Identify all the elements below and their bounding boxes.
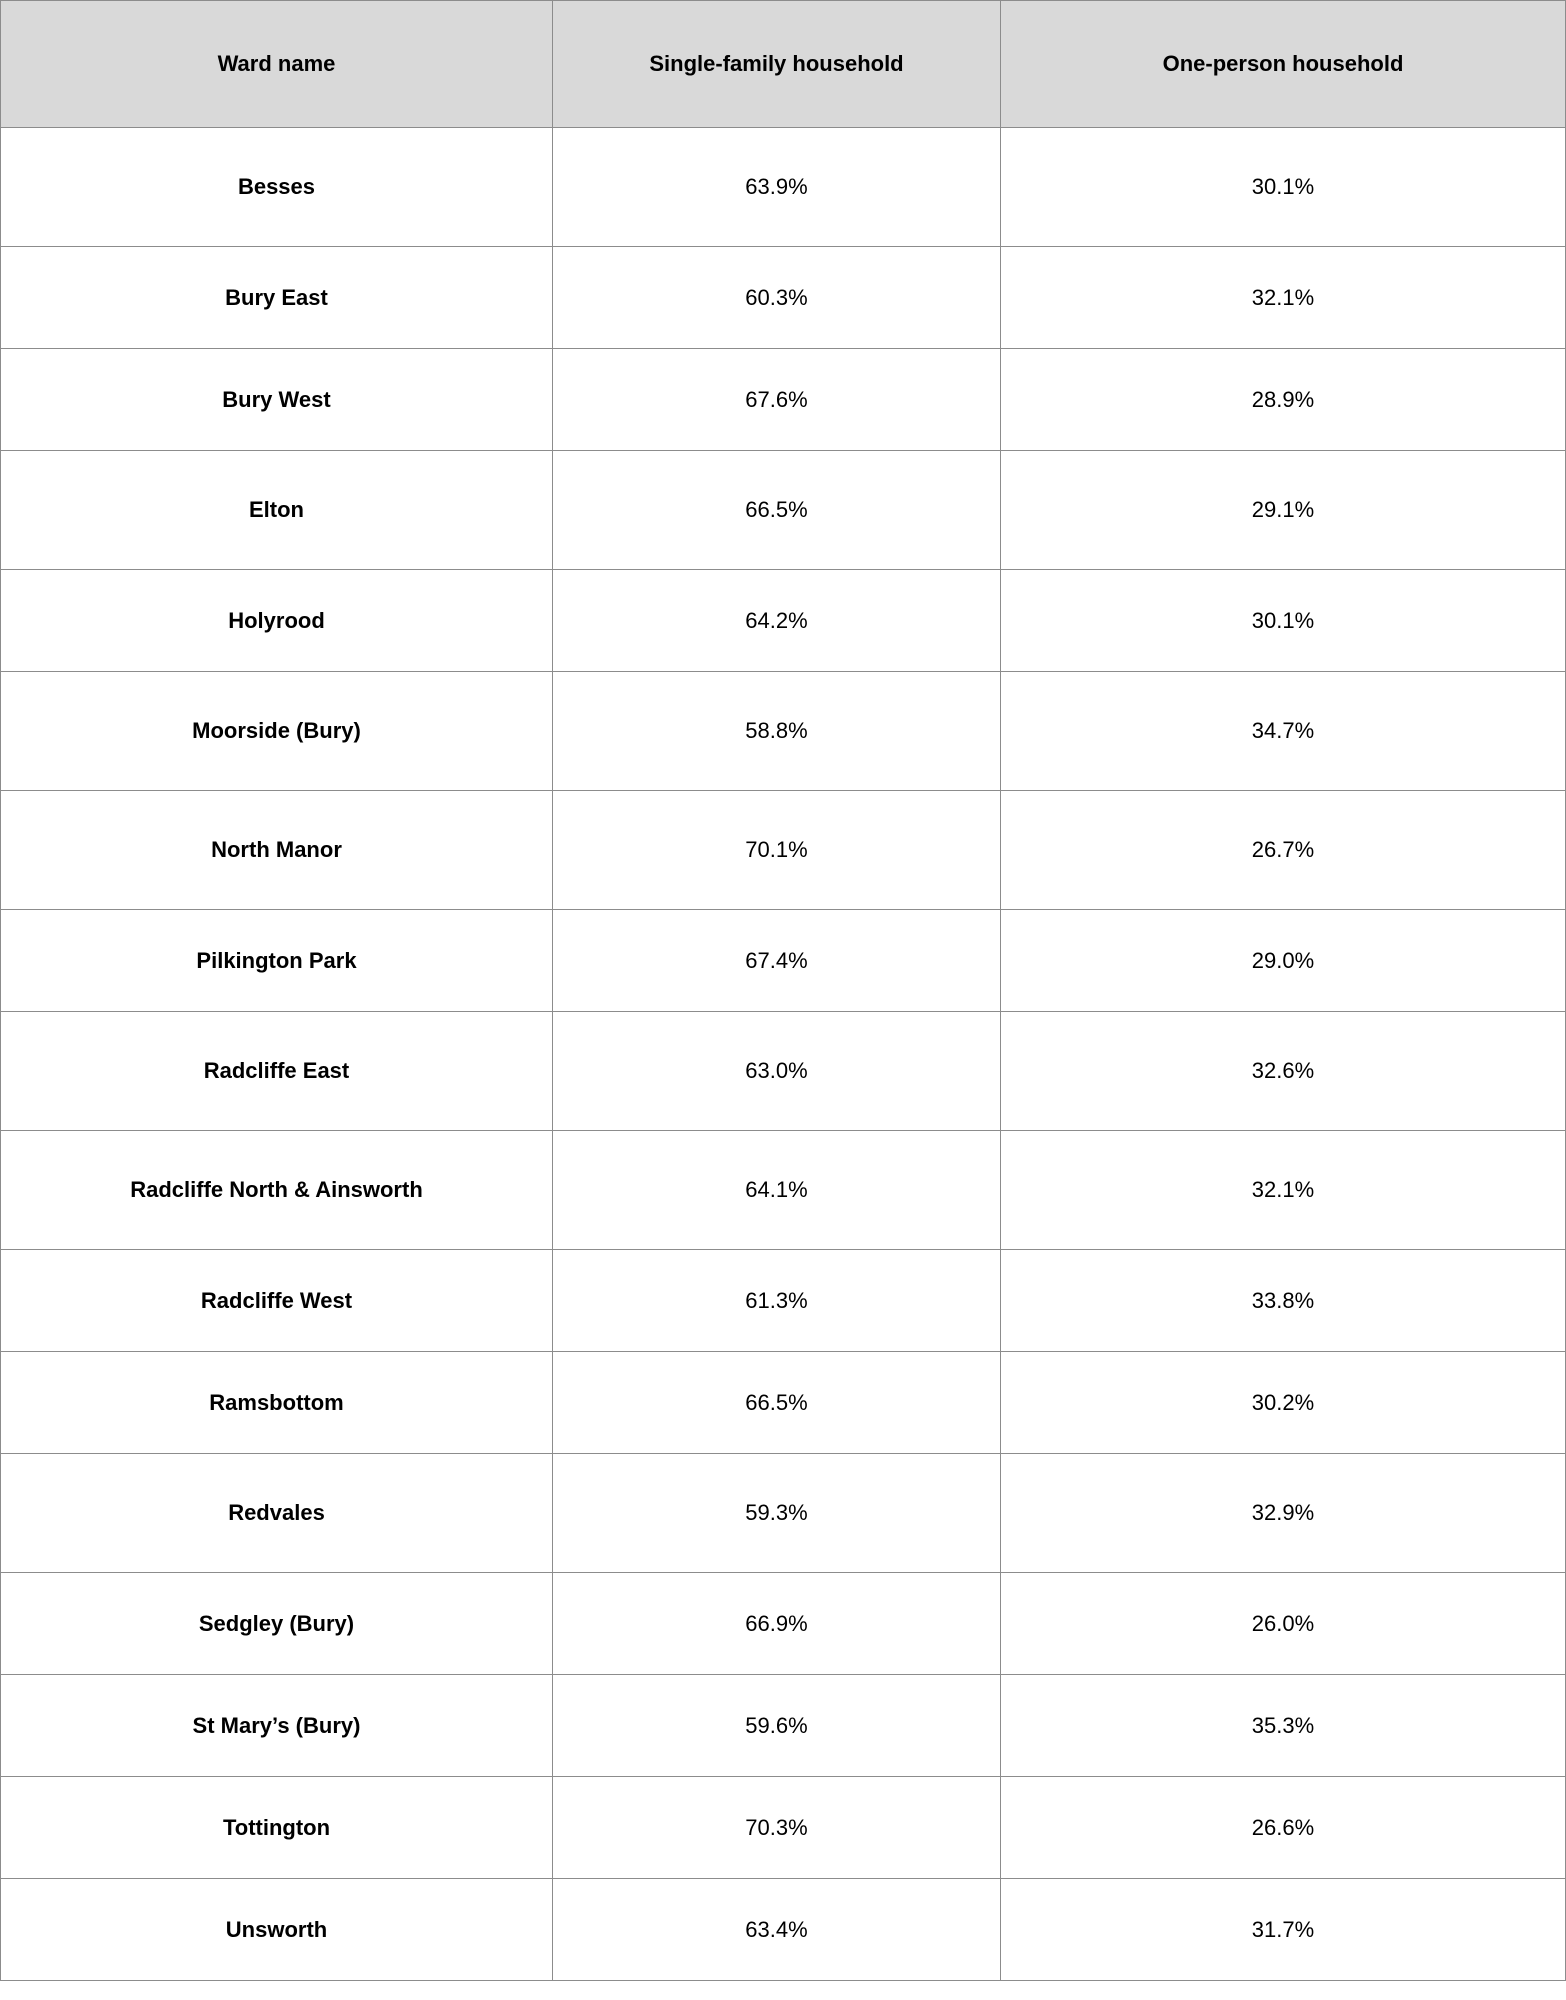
single-family-cell: 63.9% <box>553 128 1001 247</box>
table-row <box>1 1777 1566 1879</box>
ward-name-cell: St Mary’s (Bury) <box>1 1675 553 1777</box>
one-person-cell: 29.1% <box>1001 451 1566 570</box>
one-person-cell: 30.1% <box>1001 570 1566 672</box>
table-row <box>1 1131 1566 1250</box>
table-row <box>1 1675 1566 1777</box>
ward-name-cell: Radcliffe North & Ainsworth <box>1 1131 553 1250</box>
table-row <box>1 1250 1566 1352</box>
table-row <box>1 1573 1566 1675</box>
ward-name-cell: Radcliffe West <box>1 1250 553 1352</box>
single-family-cell: 66.5% <box>553 451 1001 570</box>
single-family-cell: 60.3% <box>553 247 1001 349</box>
table-row <box>1 451 1566 570</box>
single-family-cell: 66.9% <box>553 1573 1001 1675</box>
header-single-family-household: Single-family household <box>553 1 1001 128</box>
table-row <box>1 247 1566 349</box>
table-row <box>1 1012 1566 1131</box>
one-person-cell: 35.3% <box>1001 1675 1566 1777</box>
ward-name-cell: Ramsbottom <box>1 1352 553 1454</box>
header-row <box>1 1 1566 128</box>
one-person-cell: 32.6% <box>1001 1012 1566 1131</box>
table-row <box>1 349 1566 451</box>
table-row <box>1 1454 1566 1573</box>
table-body <box>1 128 1566 1981</box>
ward-name-cell: Redvales <box>1 1454 553 1573</box>
single-family-cell: 63.4% <box>553 1879 1001 1981</box>
ward-name-cell: Tottington <box>1 1777 553 1879</box>
ward-name-cell: Pilkington Park <box>1 910 553 1012</box>
table-header <box>1 1 1566 128</box>
header-one-person-household: One-person household <box>1001 1 1566 128</box>
ward-name-cell: Unsworth <box>1 1879 553 1981</box>
one-person-cell: 26.0% <box>1001 1573 1566 1675</box>
header-ward-name: Ward name <box>1 1 553 128</box>
single-family-cell: 63.0% <box>553 1012 1001 1131</box>
one-person-cell: 26.7% <box>1001 791 1566 910</box>
one-person-cell: 34.7% <box>1001 672 1566 791</box>
single-family-cell: 64.1% <box>553 1131 1001 1250</box>
single-family-cell: 58.8% <box>553 672 1001 791</box>
single-family-cell: 61.3% <box>553 1250 1001 1352</box>
one-person-cell: 33.8% <box>1001 1250 1566 1352</box>
ward-name-cell: Sedgley (Bury) <box>1 1573 553 1675</box>
table-row <box>1 791 1566 910</box>
one-person-cell: 32.1% <box>1001 247 1566 349</box>
ward-name-cell: Radcliffe East <box>1 1012 553 1131</box>
one-person-cell: 30.2% <box>1001 1352 1566 1454</box>
one-person-cell: 32.9% <box>1001 1454 1566 1573</box>
single-family-cell: 67.6% <box>553 349 1001 451</box>
one-person-cell: 32.1% <box>1001 1131 1566 1250</box>
ward-name-cell: Bury West <box>1 349 553 451</box>
ward-name-cell: Bury East <box>1 247 553 349</box>
single-family-cell: 59.6% <box>553 1675 1001 1777</box>
one-person-cell: 26.6% <box>1001 1777 1566 1879</box>
table-row <box>1 570 1566 672</box>
ward-name-cell: Holyrood <box>1 570 553 672</box>
ward-name-cell: Besses <box>1 128 553 247</box>
single-family-cell: 66.5% <box>553 1352 1001 1454</box>
table-row <box>1 910 1566 1012</box>
one-person-cell: 28.9% <box>1001 349 1566 451</box>
ward-name-cell: North Manor <box>1 791 553 910</box>
single-family-cell: 67.4% <box>553 910 1001 1012</box>
one-person-cell: 31.7% <box>1001 1879 1566 1981</box>
ward-name-cell: Elton <box>1 451 553 570</box>
one-person-cell: 29.0% <box>1001 910 1566 1012</box>
ward-name-cell: Moorside (Bury) <box>1 672 553 791</box>
table-row <box>1 1879 1566 1981</box>
single-family-cell: 59.3% <box>553 1454 1001 1573</box>
table-row <box>1 128 1566 247</box>
single-family-cell: 64.2% <box>553 570 1001 672</box>
table-row <box>1 1352 1566 1454</box>
one-person-cell: 30.1% <box>1001 128 1566 247</box>
single-family-cell: 70.3% <box>553 1777 1001 1879</box>
single-family-cell: 70.1% <box>553 791 1001 910</box>
table-row <box>1 672 1566 791</box>
